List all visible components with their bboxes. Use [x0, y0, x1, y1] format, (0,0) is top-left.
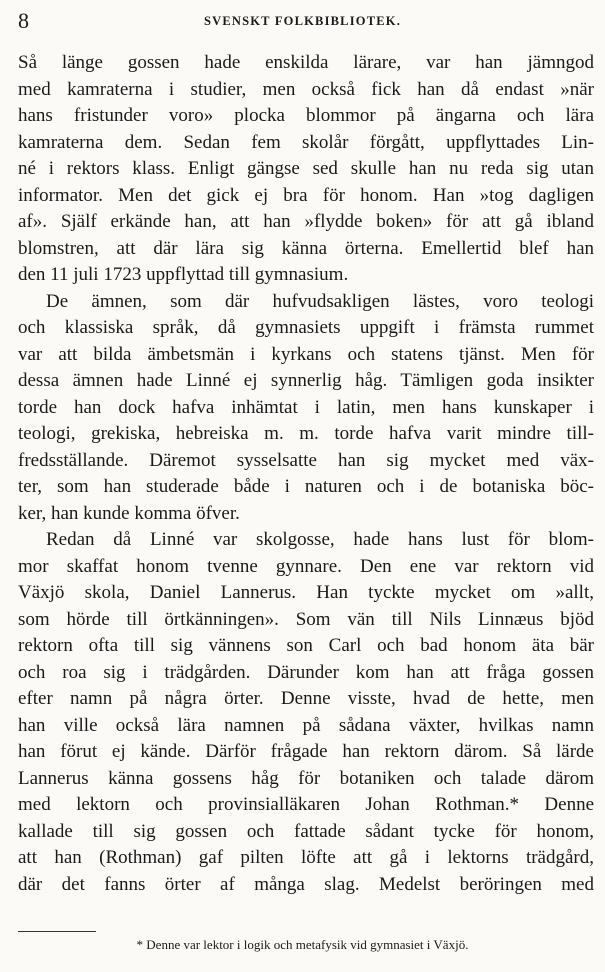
- text-line: kallade till sig gossen och fattade sådant tycke för honom,: [18, 820, 594, 842]
- body-text: [18, 50, 594, 898]
- text-line: teologi, grekiska, hebreiska m. m. torde hafva varit mindre till-: [18, 423, 594, 444]
- text-line: som hörde till örtkänningen». Som vän till Nils Linnæus bjöd: [18, 608, 594, 630]
- text-line: där det fanns örter af många slag. Medelst beröringen med: [18, 873, 594, 895]
- page-number: 8: [18, 8, 29, 33]
- text-line: blomstren, att där lära sig känna örterna. Emellertid blef han: [18, 237, 594, 259]
- text-line: var att bilda ämbetsmän i kyrkans och statens tjänst. Men för: [18, 343, 594, 365]
- text-line: och roa sig i trädgården. Därunder kom han att fråga gossen: [18, 661, 594, 683]
- text-line: né i rektors klass. Enligt gängse sed skulle han nu reda sig utan: [18, 158, 594, 179]
- text-line: ter, som han studerade både i naturen och i de botaniska böc-: [18, 476, 594, 497]
- running-head: SVENSKT FOLKBIBLIOTEK.: [203, 14, 402, 28]
- footnote-divider: [18, 931, 96, 932]
- page-header: [18, 8, 587, 34]
- text-line: dessa ämnen hade Linné ej synnerlig håg. Tämligen goda insikter: [18, 370, 594, 391]
- text-line: hans fristunder voro» plocka blommor på ängarna och lära: [18, 105, 594, 126]
- text-line: rektorn ofta till sig vännens son Carl och bad honom äta bär: [18, 635, 594, 656]
- text-line: med kamraterna i studier, men också fick han då endast »när: [18, 78, 594, 100]
- text-line: ker, han kunde komma öfver.: [18, 502, 240, 524]
- text-line: informator. Men det gick ej bra för honom. Han »tog dagligen: [18, 184, 594, 206]
- text-line: De ämnen, som där hufvudsakligen lästes, voro teologi: [46, 290, 594, 312]
- text-line: kamraterna dem. Sedan fem skolår förgått, uppflyttades Lin-: [18, 131, 594, 153]
- text-line: Redan då Linné var skolgosse, hade hans lust för blom-: [46, 529, 594, 550]
- text-line: och klassiska språk, då gymnasiets uppgift i främsta rummet: [18, 317, 594, 338]
- text-line: att han (Rothman) gaf pilten löfte att gå i lektorns trädgård,: [18, 847, 594, 868]
- text-line: den 11 juli 1723 uppflyttad till gymnasium.: [18, 264, 349, 285]
- text-line: fredsställande. Däremot sysselsatte han sig mycket med väx-: [18, 449, 594, 471]
- text-line: han ville också lära namnen på sådana växter, hvilkas namn: [18, 714, 594, 736]
- text-line: torde han dock hafva inhämtat i latin, men hans kunskaper i: [18, 396, 594, 418]
- text-line: Växjö skola, Daniel Lannerus. Han tyckte mycket om »allt,: [18, 582, 594, 603]
- footnote: * Denne var lektor i logik och metafysik vid gymnasiet i Växjö.: [136, 937, 469, 952]
- text-line: han förut ej kände. Därför frågade han rektorn därom. Så lärde: [18, 741, 594, 762]
- text-line: efter namn på några örter. Denne visste, hvad de hette, men: [18, 688, 594, 709]
- text-line: Så länge gossen hade enskilda lärare, var han jämngod: [18, 52, 594, 73]
- text-line: med lektorn och provinsialläkaren Johan Rothman.* Denne: [18, 794, 594, 815]
- text-line: Lannerus känna gossens håg för botaniken och talade därom: [18, 767, 594, 789]
- text-line: af». Själf erkände han, att han »flydde boken» för att gå ibland: [18, 211, 594, 232]
- text-line: mor skaffat honom tvenne gynnare. Den ene var rektorn vid: [18, 555, 594, 577]
